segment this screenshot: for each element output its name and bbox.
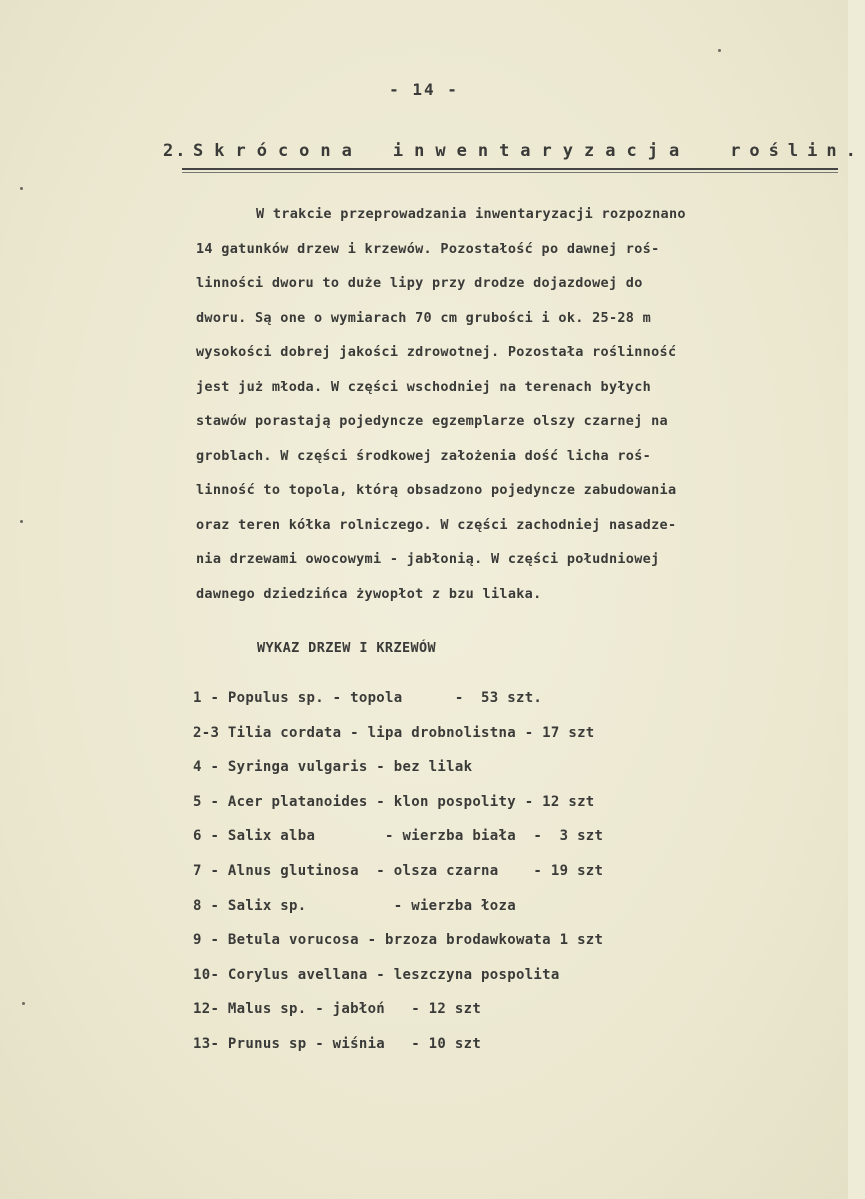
paragraph-line: linności dworu to duże lipy przy drodze dojazdowej do [196, 275, 643, 291]
species-list-item: 10- Corylus avellana - leszczyna pospolita [193, 966, 560, 983]
species-list-item: 1 - Populus sp. - topola - 53 szt. [193, 690, 543, 706]
heading-underline-secondary [182, 172, 838, 173]
species-list-item: 12- Malus sp. - jabłoń - 12 szt [193, 1001, 482, 1018]
species-list-item: 4 - Syringa vulgaris - bez lilak [193, 759, 473, 776]
paragraph-line: jest już młoda. W części wschodniej na terenach byłych [196, 378, 652, 395]
section-title-word: inwentaryzacja [392, 141, 691, 161]
paragraph-line: nia drzewami owocowymi - jabłonią. W części południowej [196, 551, 660, 567]
species-list-item: 8 - Salix sp. - wierzba łoza [193, 897, 516, 914]
species-list-item: 9 - Betula vorucosa - brzoza brodawkowata 1 szt [193, 932, 604, 949]
paper-speck [718, 49, 721, 52]
paper-speck [20, 187, 23, 190]
species-list-item: 13- Prunus sp - wiśnia - 10 szt [193, 1035, 482, 1052]
paragraph-line: wysokości dobrej jakości zdrowotnej. Pozostała roślinność [196, 344, 677, 360]
paragraph-line: linność to topola, którą obsadzono pojedyncze zabudowania [196, 482, 677, 498]
paper-speck [20, 520, 23, 523]
species-list-item: 6 - Salix alba - wierzba biała - 3 szt [193, 828, 604, 845]
list-heading: WYKAZ DRZEW I KRZEWÓW [257, 640, 437, 656]
paragraph-line: W trakcie przeprowadzania inwentaryzacji rozpoznano [256, 206, 686, 222]
section-heading [163, 141, 865, 161]
body-paragraph [196, 206, 806, 620]
paragraph-line: groblach. W części środkowej założenia dość licha roś- [196, 447, 652, 464]
species-list [193, 690, 753, 1071]
section-number: 2. [163, 141, 188, 161]
species-list-item: 2-3 Tilia cordata - lipa drobnolistna - 17 szt [193, 724, 595, 741]
section-title-word: Skrócona [193, 141, 363, 161]
paragraph-line: dworu. Są one o wymiarach 70 cm grubości i ok. 25-28 m [196, 309, 652, 326]
paper-speck [22, 1002, 25, 1005]
section-title-word: roślin. [730, 141, 865, 161]
paragraph-line: oraz teren kółka rolniczego. W części zachodniej nasadze- [196, 516, 677, 533]
paragraph-line: stawów porastają pojedyncze egzemplarze olszy czarnej na [196, 413, 668, 429]
heading-underline [182, 168, 838, 170]
species-list-item: 5 - Acer platanoides - klon pospolity - 12 szt [193, 793, 595, 810]
page-number: - 14 - [389, 80, 459, 99]
paragraph-line: 14 gatunków drzew i krzewów. Pozostałość po dawnej roś- [196, 240, 660, 257]
paragraph-line: dawnego dziedzińca żywopłot z bzu lilaka. [196, 585, 542, 602]
species-list-item: 7 - Alnus glutinosa - olsza czarna - 19 szt [193, 862, 604, 879]
